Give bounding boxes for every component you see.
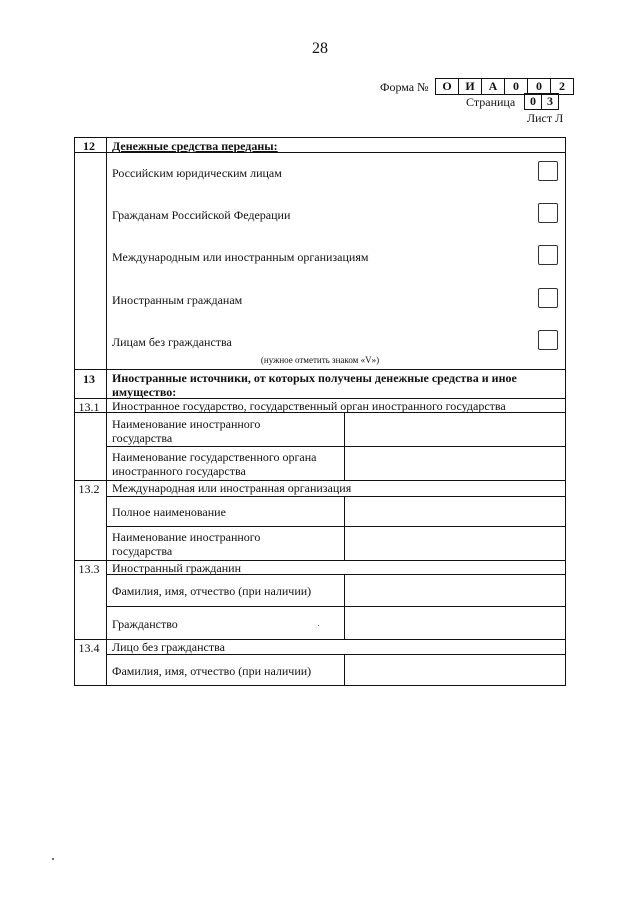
- form-code-cell: И: [458, 78, 482, 95]
- page-number: 28: [312, 40, 328, 57]
- field-label: Фамилия, имя, отчество (при наличии): [112, 584, 312, 598]
- form-code-cell: А: [481, 78, 505, 95]
- option-label: Иностранным гражданам: [112, 293, 243, 307]
- form-number-label: Форма №: [380, 80, 429, 94]
- field-label: Наименование иностранного: [112, 417, 261, 431]
- option-label: Гражданам Российской Федерации: [112, 208, 291, 222]
- column-divider: [344, 574, 345, 639]
- subsection-title: Международная или иностранная организация: [112, 481, 352, 495]
- page-digit-cells: [525, 93, 559, 110]
- section-number: 13: [83, 372, 95, 386]
- column-divider: [344, 654, 345, 686]
- page-label: Страница: [466, 95, 516, 109]
- option-checkbox[interactable]: [538, 161, 558, 181]
- subsection-title: Иностранное государство, государственный орган иностранного государства: [112, 399, 506, 413]
- page-digit-cell: 3: [541, 93, 559, 110]
- form-code-cell: 2: [550, 78, 574, 95]
- field-label: иностранного государства: [112, 464, 246, 478]
- subsection-number: 13.1: [78, 400, 100, 414]
- column-divider: [344, 496, 345, 560]
- subsection-title: Иностранный гражданин: [112, 561, 241, 575]
- field-label: государства: [112, 431, 173, 445]
- row-divider: [106, 446, 566, 447]
- column-divider: [344, 412, 345, 480]
- scan-speck: [318, 625, 319, 626]
- subsection-number: 13.2: [78, 482, 100, 496]
- section-number: 12: [83, 139, 95, 153]
- page-digit-cell: 0: [524, 93, 542, 110]
- row-divider: [106, 654, 566, 655]
- subsection-title: Лицо без гражданства: [112, 640, 225, 654]
- option-label: Международным или иностранным организациям: [112, 250, 369, 264]
- scan-speck: [52, 858, 54, 860]
- row-divider: [74, 369, 566, 370]
- row-divider: [106, 606, 566, 607]
- option-checkbox[interactable]: [538, 203, 558, 223]
- option-checkbox[interactable]: [538, 330, 558, 350]
- subsection-number: 13.4: [78, 641, 100, 655]
- form-code-cell: 0: [504, 78, 528, 95]
- checkbox-note: (нужное отметить знаком «V»): [260, 355, 380, 365]
- subsection-number: 13.3: [78, 562, 100, 576]
- option-label: Лицам без гражданства: [112, 335, 232, 349]
- option-checkbox[interactable]: [538, 245, 558, 265]
- section-title: Иностранные источники, от которых получены денежные средства и иное: [112, 371, 517, 385]
- option-label: Российским юридическим лицам: [112, 166, 282, 180]
- form-code-cell: 0: [527, 78, 551, 95]
- section-title: Денежные средства переданы:: [112, 139, 278, 153]
- row-divider: [106, 526, 566, 527]
- field-label: Полное наименование: [112, 505, 226, 519]
- field-label: Гражданство: [112, 617, 178, 631]
- row-divider: [106, 496, 566, 497]
- form-code-cell: О: [435, 78, 459, 95]
- column-divider: [106, 137, 107, 686]
- field-label: Наименование государственного органа: [112, 450, 317, 464]
- sheet-label: Лист Л: [527, 111, 564, 125]
- option-checkbox[interactable]: [538, 288, 558, 308]
- field-label: Фамилия, имя, отчество (при наличии): [112, 664, 312, 678]
- field-label: Наименование иностранного: [112, 530, 261, 544]
- field-label: государства: [112, 544, 173, 558]
- section-title: имущество:: [112, 385, 177, 399]
